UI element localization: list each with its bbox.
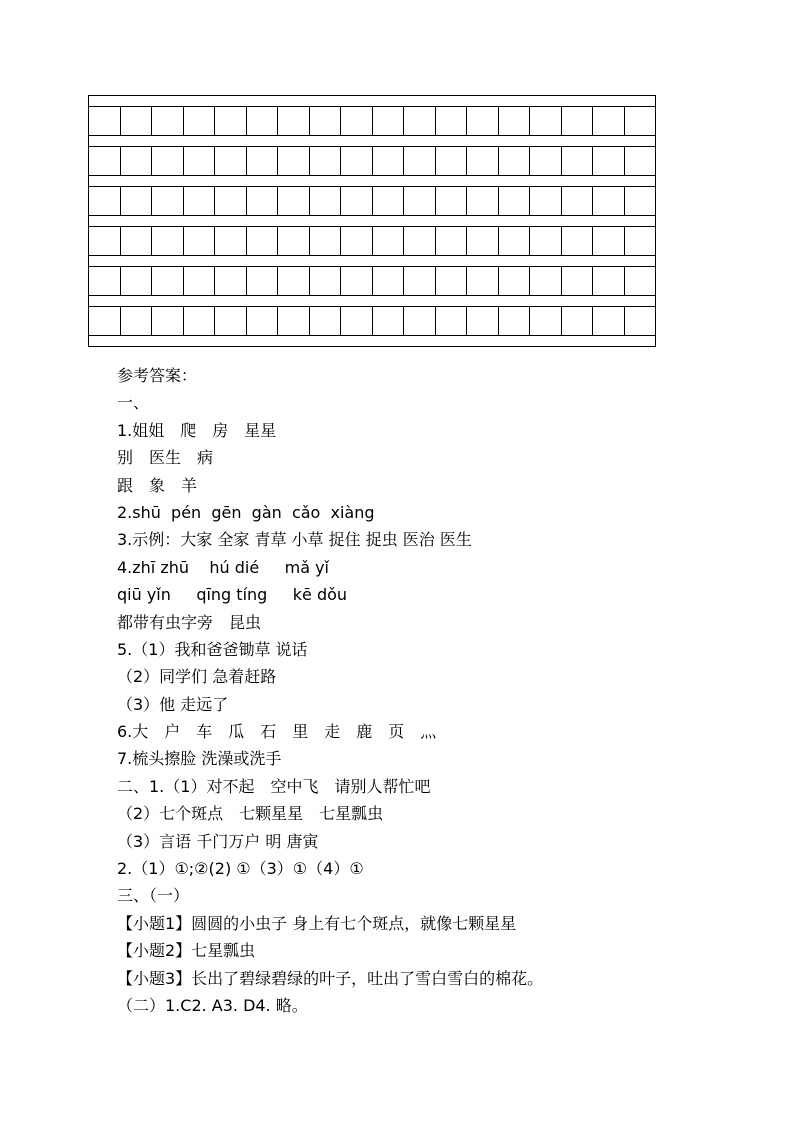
grid-cell xyxy=(625,307,656,335)
grid-cell xyxy=(373,227,405,255)
grid-cell xyxy=(121,107,153,135)
grid-cell xyxy=(530,187,562,215)
answer-line: 二、1.（1）对不起 空中飞 请别人帮忙吧 xyxy=(117,776,431,796)
grid-cell xyxy=(404,187,436,215)
grid-strip xyxy=(89,296,655,307)
grid-cell xyxy=(341,267,373,295)
grid-cell xyxy=(562,267,594,295)
grid-cell xyxy=(436,227,468,255)
answer-line: 2.（1）①;②(2) ①（3）①（4）① xyxy=(117,859,364,879)
grid-cell xyxy=(121,227,153,255)
answer-line: 三、（一） xyxy=(117,886,190,906)
grid-cell xyxy=(562,227,594,255)
grid-cell xyxy=(278,307,310,335)
grid-cell xyxy=(215,107,247,135)
grid-cell xyxy=(278,227,310,255)
grid-cell xyxy=(562,147,594,175)
grid-cell xyxy=(373,147,405,175)
answer-line: 6.大 户 车 瓜 石 里 走 鹿 页 灬 xyxy=(117,722,437,742)
grid-cell xyxy=(152,227,184,255)
grid-cell xyxy=(121,187,153,215)
grid-strip xyxy=(89,176,655,187)
grid-cell xyxy=(562,307,594,335)
grid-cell xyxy=(215,227,247,255)
answer-line: 参考答案： xyxy=(117,366,198,385)
grid-cell xyxy=(310,267,342,295)
grid-cell xyxy=(89,147,121,175)
grid-row xyxy=(89,147,655,176)
grid-cell xyxy=(373,307,405,335)
grid-cell xyxy=(341,107,373,135)
grid-cell xyxy=(152,267,184,295)
grid-cell xyxy=(530,227,562,255)
grid-cell xyxy=(247,227,279,255)
answer-line: 【小题3】长出了碧绿碧绿的叶子，吐出了雪白雪白的棉花。 xyxy=(117,968,544,988)
grid-cell xyxy=(184,227,216,255)
grid-cell xyxy=(436,107,468,135)
grid-cell xyxy=(593,267,625,295)
grid-cell xyxy=(310,107,342,135)
grid-row xyxy=(89,267,655,296)
grid-cell xyxy=(341,187,373,215)
answer-line: 【小题1】圆圆的小虫子 身上有七个斑点，就像七颗星星 xyxy=(117,913,517,933)
grid-cell xyxy=(467,227,499,255)
grid-cell xyxy=(247,267,279,295)
grid-cell xyxy=(625,147,656,175)
grid-cell xyxy=(184,267,216,295)
grid-strip xyxy=(89,336,655,346)
grid-cell xyxy=(499,187,531,215)
grid-cell xyxy=(184,147,216,175)
grid-cell xyxy=(278,187,310,215)
answer-line: 4.zhī zhū hú dié mǎ yǐ xyxy=(117,557,329,577)
grid-cell xyxy=(499,307,531,335)
answer-line: （3）言语 千门万户 明 唐寅 xyxy=(117,831,319,851)
grid-cell xyxy=(530,267,562,295)
answer-line: （2）七个斑点 七颗星星 七星瓢虫 xyxy=(117,804,384,824)
grid-cell xyxy=(499,147,531,175)
grid-cell xyxy=(625,267,656,295)
grid-cell xyxy=(467,107,499,135)
grid-cell xyxy=(467,267,499,295)
grid-cell xyxy=(436,267,468,295)
grid-cell xyxy=(341,147,373,175)
grid-cell xyxy=(247,307,279,335)
grid-cell xyxy=(152,307,184,335)
answer-line: 2.shū pén gēn gàn cǎo xiàng xyxy=(117,502,375,522)
answer-line: 7.梳头擦脸 洗澡或洗手 xyxy=(117,749,282,769)
answer-line: 别 医生 病 xyxy=(117,448,214,468)
grid-cell xyxy=(310,227,342,255)
grid-cell xyxy=(247,147,279,175)
grid-cell xyxy=(184,187,216,215)
grid-cell xyxy=(341,227,373,255)
answer-line: 跟 象 羊 xyxy=(117,475,198,495)
grid-cell xyxy=(593,107,625,135)
grid-cell xyxy=(530,307,562,335)
grid-cell xyxy=(121,267,153,295)
answer-line: 5.（1）我和爸爸锄草 说话 xyxy=(117,639,308,659)
grid-strip xyxy=(89,96,655,107)
grid-cell xyxy=(436,187,468,215)
grid-cell xyxy=(467,147,499,175)
answer-line: 1.姐姐 爬 房 星星 xyxy=(117,420,277,440)
grid-cell xyxy=(89,227,121,255)
grid-cell xyxy=(404,107,436,135)
grid-cell xyxy=(89,267,121,295)
grid-cell xyxy=(373,187,405,215)
grid-cell xyxy=(310,147,342,175)
grid-row xyxy=(89,187,655,216)
grid-cell xyxy=(593,147,625,175)
grid-cell xyxy=(436,307,468,335)
grid-cell xyxy=(89,307,121,335)
grid-cell xyxy=(499,107,531,135)
grid-cell xyxy=(278,107,310,135)
grid-cell xyxy=(404,227,436,255)
grid-cell xyxy=(625,187,656,215)
grid-cell xyxy=(562,107,594,135)
answer-line: 3.示例：大家 全家 青草 小草 捉住 捉虫 医治 医生 xyxy=(117,530,472,550)
grid-cell xyxy=(562,187,594,215)
grid-cell xyxy=(89,187,121,215)
grid-cell xyxy=(310,307,342,335)
grid-cell xyxy=(215,307,247,335)
answer-line: 【小题2】七星瓢虫 xyxy=(117,941,256,961)
grid-cell xyxy=(467,307,499,335)
grid-cell xyxy=(404,147,436,175)
grid-cell xyxy=(625,227,656,255)
grid-cell xyxy=(215,187,247,215)
grid-cell xyxy=(373,107,405,135)
grid-cell xyxy=(499,227,531,255)
grid-cell xyxy=(278,267,310,295)
grid-cell xyxy=(530,107,562,135)
answer-line: （2）同学们 急着赶路 xyxy=(117,667,277,687)
grid-cell xyxy=(593,307,625,335)
grid-cell xyxy=(215,267,247,295)
grid-cell xyxy=(152,147,184,175)
grid-cell xyxy=(215,147,247,175)
grid-row xyxy=(89,107,655,136)
answer-key xyxy=(117,362,717,1019)
grid-cell xyxy=(625,107,656,135)
grid-strip xyxy=(89,216,655,227)
grid-cell xyxy=(593,187,625,215)
answer-line: qiū yǐn qīng tíng kē dǒu xyxy=(117,585,348,605)
grid-cell xyxy=(467,187,499,215)
grid-cell xyxy=(152,107,184,135)
grid-strip xyxy=(89,136,655,147)
answer-line: （二）1.C2. A3. D4. 略。 xyxy=(117,995,308,1015)
grid-cell xyxy=(530,147,562,175)
grid-cell xyxy=(278,147,310,175)
grid-cell xyxy=(89,107,121,135)
grid-cell xyxy=(404,307,436,335)
grid-row xyxy=(89,307,655,336)
answer-line: （3）他 走远了 xyxy=(117,694,229,714)
grid-cell xyxy=(121,307,153,335)
grid-cell xyxy=(184,107,216,135)
answer-line: 一、 xyxy=(117,393,150,413)
grid-cell xyxy=(436,147,468,175)
grid-cell xyxy=(152,187,184,215)
writing-grid xyxy=(88,95,656,347)
grid-cell xyxy=(404,267,436,295)
grid-cell xyxy=(247,107,279,135)
grid-row xyxy=(89,227,655,256)
grid-cell xyxy=(184,307,216,335)
grid-cell xyxy=(310,187,342,215)
grid-cell xyxy=(121,147,153,175)
answer-line: 都带有虫字旁 昆虫 xyxy=(117,612,262,632)
grid-cell xyxy=(341,307,373,335)
grid-strip xyxy=(89,256,655,267)
grid-cell xyxy=(373,267,405,295)
grid-cell xyxy=(499,267,531,295)
grid-cell xyxy=(247,187,279,215)
grid-cell xyxy=(593,227,625,255)
